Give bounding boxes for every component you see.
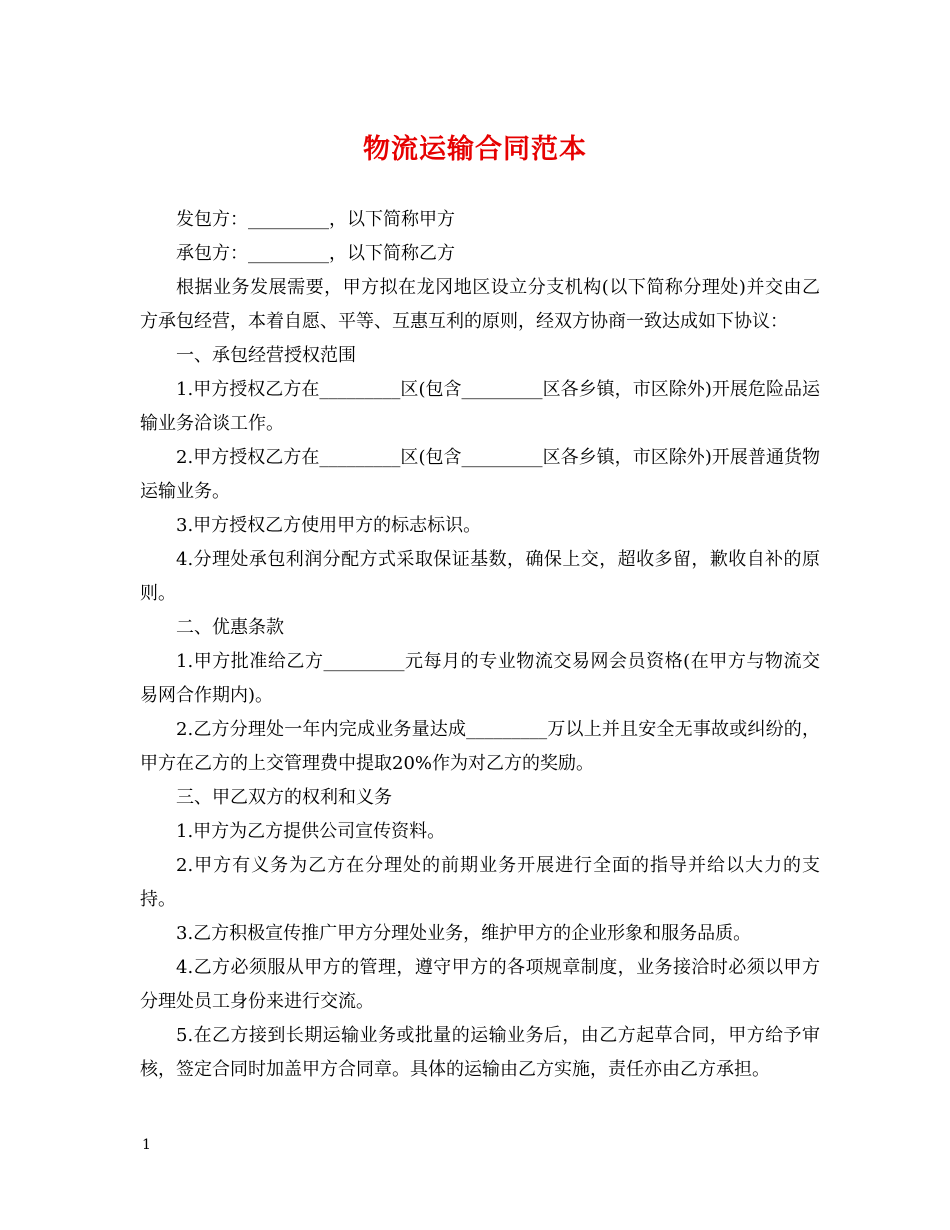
page-number: 1: [142, 1137, 151, 1153]
clause-3-5: 5.在乙方接到长期运输业务或批量的运输业务后，由乙方起草合同，甲方给予审核，签定合同时加盖甲方合同章。具体的运输由乙方实施，责任亦由乙方承担。: [140, 1025, 820, 1080]
paragraph-party-b: 承包方：_________，以下简称乙方: [176, 243, 455, 264]
clause-3-2: 2.甲方有义务为乙方在分理处的前期业务开展进行全面的指导并给以大力的支持。: [140, 855, 820, 910]
document-title: 物流运输合同范本: [363, 134, 587, 165]
clause-2-1: 1.甲方批准给乙方_________元每月的专业物流交易网会员资格(在甲方与物流交易网合作期内)。: [140, 651, 820, 706]
section-heading-3: 三、甲乙双方的权利和义务: [176, 787, 392, 808]
clause-1-4: 4.分理处承包利润分配方式采取保证基数，确保上交，超收多留，歉收自补的原则。: [140, 549, 820, 604]
clause-1-1: 1.甲方授权乙方在_________区(包含_________区各乡镇，市区除外)开展危险品运输业务洽谈工作。: [140, 379, 820, 434]
clause-3-4: 4.乙方必须服从甲方的管理，遵守甲方的各项规章制度，业务接洽时必须以甲方分理处员工身份来进行交流。: [140, 957, 820, 1012]
clause-3-1: 1.甲方为乙方提供公司宣传资料。: [176, 821, 446, 842]
clause-1-3: 3.甲方授权乙方使用甲方的标志标识。: [176, 515, 482, 536]
clause-1-2: 2.甲方授权乙方在_________区(包含_________区各乡镇，市区除外)开展普通货物运输业务。: [140, 447, 820, 502]
section-heading-2: 二、优惠条款: [176, 617, 284, 638]
paragraph-party-a: 发包方：_________，以下简称甲方: [176, 209, 455, 230]
clause-2-2: 2.乙方分理处一年内完成业务量达成_________万以上并且安全无事故或纠纷的，甲方在乙方的上交管理费中提取20%作为对乙方的奖励。: [140, 719, 820, 774]
clause-3-3: 3.乙方积极宣传推广甲方分理处业务，维护甲方的企业形象和服务品质。: [176, 923, 752, 944]
section-heading-1: 一、承包经营授权范围: [176, 345, 356, 366]
paragraph-preamble: 根据业务发展需要，甲方拟在龙冈地区设立分支机构(以下简称分理处)并交由乙方承包经营，本着自愿、平等、互惠互利的原则，经双方协商一致达成如下协议：: [140, 277, 820, 332]
document-body: [140, 203, 820, 1087]
